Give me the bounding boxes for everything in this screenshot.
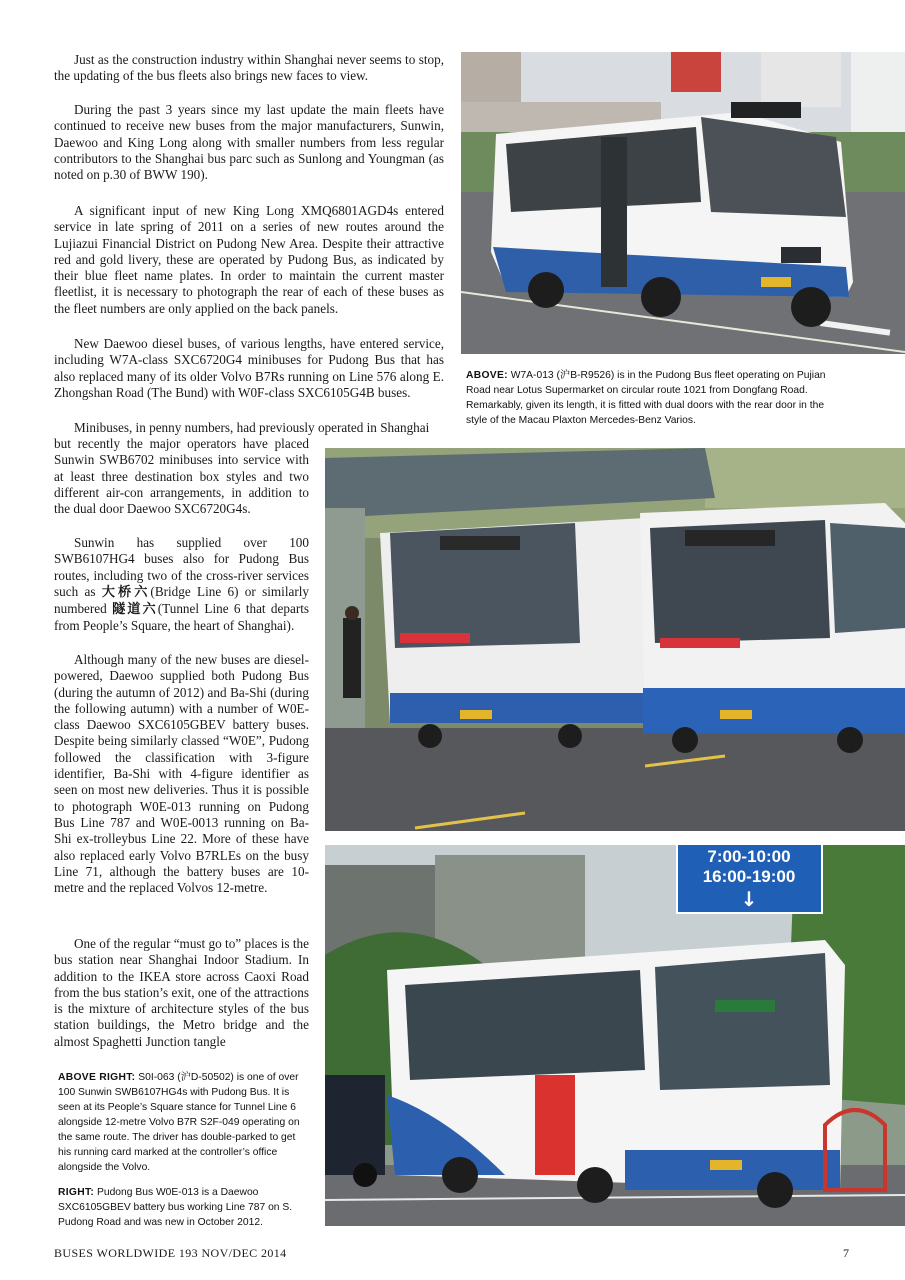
paragraph-sunwin [54, 535, 309, 635]
sunwin-text-b: (Bridge Line 6) or similarly numbered [54, 583, 309, 617]
paragraph-bus-station: One of the regular “must go to” places is the bus station near Shanghai Indoor Stadium. In addition to the IKEA store across Caoxi Road from the bus station’s exit, one of the attractions is the mixture of architecture styles of the bus station buildings, the Metro bridge and the almost Spaghetti Junction tangle [54, 936, 309, 1049]
photo-battery-bus-w0e-013 [325, 845, 905, 1226]
paragraph-intro: Just as the construction industry within Shanghai never seems to stop, the updating of the bus fleets also brings new faces to view. [54, 52, 444, 84]
paragraph-daewoo: New Daewoo diesel buses, of various lengths, have entered service, including W7A-class SXC6720G4 minibuses for Pudong Bus that has also replaced many of its older Volvo B7Rs running on Line 576 along E. Zhongshan Road (The Bund) with W0F-class SXC6105G4B buses. [54, 336, 444, 400]
caption-right-label: RIGHT: [58, 1187, 95, 1198]
caption-right [58, 1185, 308, 1230]
sign-line-2: 16:00-19:00 [702, 867, 796, 886]
paragraph-king-long: A significant input of new King Long XMQ6801AGD4s entered service in late spring of 2011 on a series of new routes around the Lujiazui Financial District on Pudong New Area. Despite their attractive red and gold livery, these are operated by Pudong Bus, as indicated by their blue fleet name plates. In order to maintain the current master fleetlist, it is necessary to photograph the rear of each of these buses as the fleet numbers are only applied on the back panels. [54, 203, 444, 316]
photo-minibus-w7a-013 [461, 52, 905, 354]
paragraph-battery-buses: Although many of the new buses are diesel-powered, Daewoo supplied both Pudong Bus (during the autumn of 2012) and Ba-Shi (during the following autumn) with a number of W0E-class Daewoo SXC6105GBEV battery buses. Despite being similarly classed “W0E”, Pudong followed the classification with 3-figure identifier, Ba-Shi with 4-figure identifier as seen on most new deliveries. Thus it is possible to photograph W0E-013 running on Pudong Bus Line 787 and W0E-0013 running on Ba-Shi ex-trolleybus Line 22. More of these have also replaced early Volvo B7RLEs on the busy Line 71, although the battery buses are 10-metre and the replaced Volvos 12-metre. [54, 652, 309, 896]
footer-page-number: 7 [843, 1246, 850, 1260]
chinese-tunnel-line-6: 隧道六 [112, 602, 158, 618]
paragraph-fleets: During the past 3 years since my last update the main fleets have continued to receive new buses from the major manufacturers, Sunwin, Daewoo and King Long along with smaller numbers from less regular contributors to the Shanghai bus parc such as Sunlong and Youngman (as noted on p.30 of BWW 190). [54, 102, 444, 183]
caption-above-label: ABOVE: [466, 370, 508, 381]
paragraph-minibuses-lead: Minibuses, in penny numbers, had previously operated in Shanghai [74, 420, 430, 435]
paragraph-minibuses: but recently the major operators have placed Sunwin SWB6702 minibuses into service with at least three destination box styles and two different air-con arrangements, in addition to the dual door Daewoo SXC6720G4s. [54, 436, 309, 517]
caption-above-right-label: ABOVE RIGHT: [58, 1072, 136, 1083]
caption-above-right [58, 1070, 308, 1175]
caption-above-text: W7A-013 (沪B-R9526) is in the Pudong Bus fleet operating on Pujian Road near Lotus Supermarket on circular route 1021 from Dongfang Road. Remarkably, given its length, it is fitted with dual doors with the rear door in the style of the Macau Plaxton Mercedes-Benz Varios. [466, 370, 826, 426]
caption-above [466, 368, 846, 428]
sign-line-1: 7:00-10:00 [707, 847, 791, 866]
sunwin-text-c: (Tunnel Line 6 that departs from People’s Square, the heart of Shanghai). [54, 601, 310, 634]
footer-publication: BUSES WORLDWIDE 193 NOV/DEC 2014 [54, 1246, 287, 1260]
sunwin-text-a: Sunwin has supplied over 100 SWB6107HG4 buses also for Pudong Bus routes, including two of the cross-river services such as [54, 535, 309, 599]
caption-above-right-text: S0I-063 (沪D-50502) is one of over 100 Sunwin SWB6107HG4s with Pudong Bus. It is seen at its People’s Square stance for Tunnel Line 6 alongside 12-metre Volvo B7R S2F-049 operating on the same route. The driver has double-parked to get his running card marked at the controller’s office alongside the Volvo. [58, 1072, 300, 1173]
sign-arrow-icon: ↓ [740, 887, 758, 911]
photo-peoples-square-buses [325, 448, 905, 831]
caption-right-text: Pudong Bus W0E-013 is a Daewoo SXC6105GBEV battery bus working Line 787 on S. Pudong Road and was new in October 2012. [58, 1187, 293, 1228]
chinese-bridge-line-6: 大桥六 [101, 584, 151, 600]
